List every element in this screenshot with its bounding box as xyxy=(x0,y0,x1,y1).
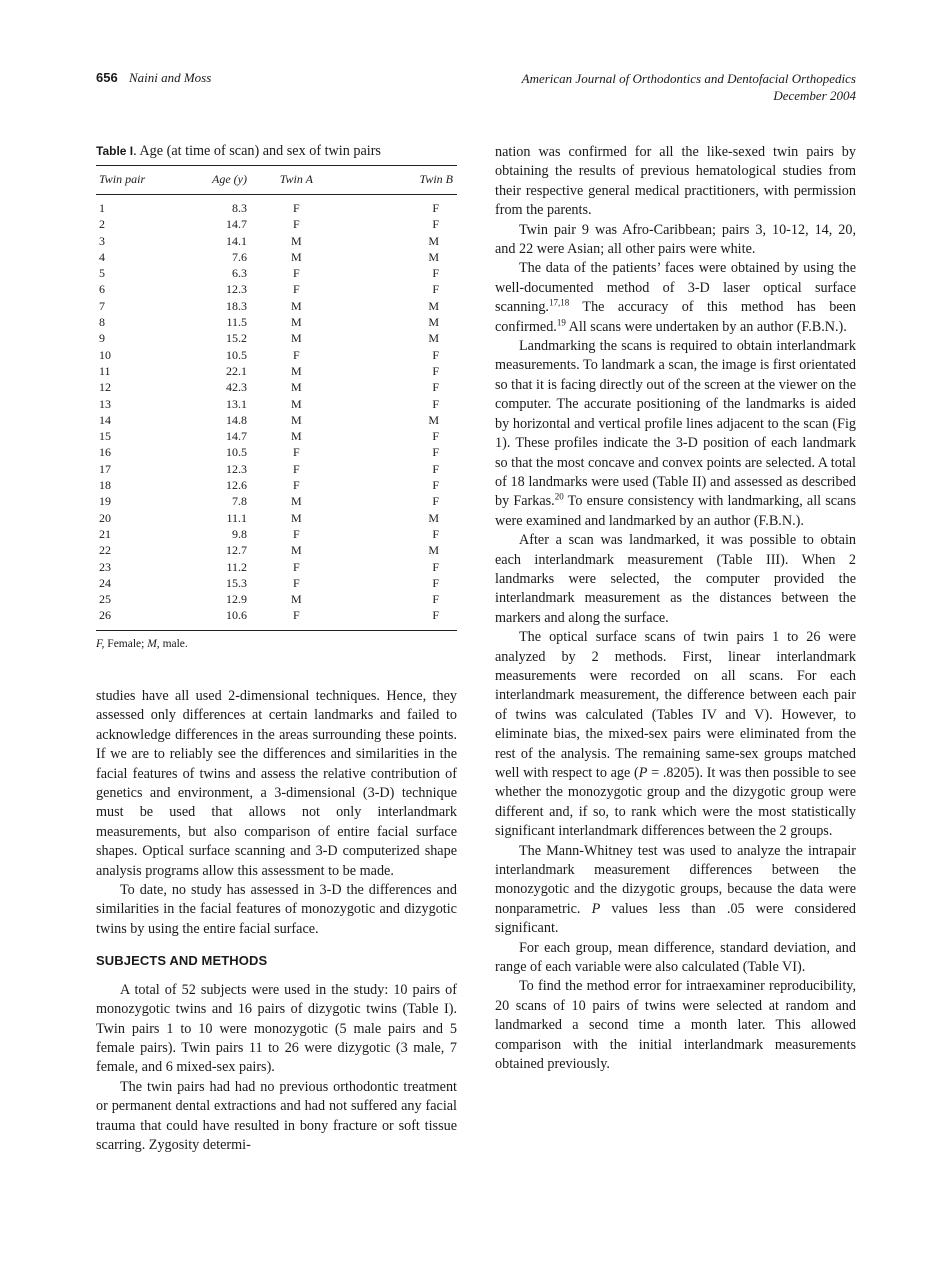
twin-a-sex-cell: M xyxy=(291,233,302,248)
table-row xyxy=(96,477,457,493)
twin-pair-cell: 5 xyxy=(99,266,105,281)
twin-pair-cell: 14 xyxy=(99,412,111,427)
left-paragraph-3: A total of 52 subjects were used in the study: 10 pairs of monozygotic twins and 16 pairs of dizygotic twins (Table I). Twin pairs 1 to 10 were monozygotic (5 male pairs and 5 female pairs). Twin pairs 11 to 26 were dizygotic (3 male, 7 female, and 6 mixed-sex pairs). xyxy=(96,981,457,1076)
table-row xyxy=(96,249,457,265)
table-row xyxy=(96,510,457,526)
age-cell: 22.1 xyxy=(226,363,247,378)
twin-b-sex-cell: M xyxy=(428,298,439,313)
citation-19: 19 xyxy=(556,316,566,327)
left-paragraph-2: To date, no study has assessed in 3-D the differences and similarities in the facial features of monozygotic and dizygotic twins by using the entire facial surface. xyxy=(96,882,457,937)
table-body xyxy=(96,195,457,624)
twin-a-sex-cell: F xyxy=(293,559,300,574)
right-paragraph-6 xyxy=(495,628,856,841)
twin-pair-cell: 17 xyxy=(99,461,111,476)
twin-b-sex-cell: F xyxy=(432,478,439,493)
table-row xyxy=(96,330,457,346)
twin-a-sex-cell: M xyxy=(291,331,302,346)
table-row xyxy=(96,298,457,314)
table-row xyxy=(96,575,457,591)
twin-pair-cell: 22 xyxy=(99,543,111,558)
twin-a-sex-cell: M xyxy=(291,363,302,378)
twin-b-sex-cell: F xyxy=(432,445,439,460)
twin-b-sex-cell: F xyxy=(432,266,439,281)
twin-b-sex-cell: M xyxy=(428,233,439,248)
right-paragraph-9: To find the method error for intraexaminer reproducibility, 20 scans of 10 pairs of twins were selected at random and landmarked a second time a month later. This allowed comparison with the initial interlandmark measurements obtained previously. xyxy=(495,978,856,1073)
table-footnote xyxy=(96,638,457,650)
twin-pair-cell: 12 xyxy=(99,380,111,395)
column-header-twin-pair: Twin pair xyxy=(99,172,146,186)
table-row xyxy=(96,265,457,281)
p-value-symbol: P xyxy=(591,900,601,917)
age-cell: 12.3 xyxy=(226,461,247,476)
twin-a-sex-cell: F xyxy=(293,478,300,493)
para7-text-b: values less than .05 were considered significant. xyxy=(495,900,856,937)
right-paragraph-7 xyxy=(495,842,856,939)
twin-b-sex-cell: F xyxy=(432,396,439,411)
age-cell: 15.2 xyxy=(226,331,247,346)
table-row xyxy=(96,526,457,542)
twin-a-sex-cell: F xyxy=(293,461,300,476)
para6-text-b: = .8205). It was then possible to see whether the monozygotic group and the dizygotic group were different and, if so, to rank which were the most statistically significant interlandmark differences between the 2 groups. xyxy=(495,765,856,840)
twin-pair-cell: 4 xyxy=(99,249,105,264)
table-row xyxy=(96,461,457,477)
header-authors: Naini and Moss xyxy=(128,70,212,85)
twin-a-sex-cell: M xyxy=(291,543,302,558)
left-paragraph-4: The twin pairs had had no previous orthodontic treatment or permanent dental extractions and had not suffered any facial trauma that could have resulted in bony fracture or soft tissue scarring. Zygosity determi- xyxy=(96,1078,457,1153)
table-row xyxy=(96,363,457,379)
twin-pair-cell: 15 xyxy=(99,429,111,444)
twin-b-sex-cell: M xyxy=(428,315,439,330)
right-paragraph-5: After a scan was landmarked, it was possible to obtain each interlandmark measurement (Table III). When 2 landmarks were selected, the computer provided the interlandmark measurement as the distances between the markers and along the surface. xyxy=(495,532,856,626)
table-row xyxy=(96,216,457,232)
right-paragraph-3 xyxy=(495,259,856,337)
age-cell: 10.5 xyxy=(226,347,247,362)
table-row xyxy=(96,396,457,412)
twin-a-sex-cell: M xyxy=(291,429,302,444)
twin-b-sex-cell: M xyxy=(428,249,439,264)
running-header xyxy=(96,70,856,110)
table-row xyxy=(96,607,457,623)
para3-text-c: All scans were undertaken by an author (F.B.N.). xyxy=(565,318,847,335)
age-cell: 11.2 xyxy=(226,559,247,574)
table-header-row xyxy=(96,166,457,194)
age-cell: 14.7 xyxy=(226,217,247,232)
table-row xyxy=(96,314,457,330)
age-cell: 10.6 xyxy=(226,608,247,623)
page-number: 656 xyxy=(96,70,118,85)
age-cell: 10.5 xyxy=(226,445,247,460)
age-cell: 14.1 xyxy=(226,233,247,248)
twin-pair-cell: 18 xyxy=(99,478,111,493)
table-row xyxy=(96,493,457,509)
column-header-twin-b: Twin B xyxy=(419,172,453,186)
twin-pair-cell: 24 xyxy=(99,575,111,590)
twin-pair-cell: 11 xyxy=(99,363,111,378)
para6-text-a: The optical surface scans of twin pairs 1 to 26 were analyzed by 2 methods. First, linear interlandmark measurements were recorded on all scans. For each interlandmark measurement, the difference between each pair of twins was calculated (Tables IV and V). However, to eliminate bias, the mixed-sex pairs were eliminated from the rest of the analysis. The remaining same-sex groups matched well with respect to age ( xyxy=(495,629,856,781)
twin-pair-cell: 8 xyxy=(99,315,105,330)
twin-b-sex-cell: F xyxy=(432,592,439,607)
right-paragraph-8: For each group, mean difference, standard deviation, and range of each variable were also calculated (Table VI). xyxy=(495,939,856,976)
twin-b-sex-cell: M xyxy=(428,510,439,525)
age-cell: 15.3 xyxy=(226,575,247,590)
citation-17-18: 17,18 xyxy=(548,297,570,308)
age-cell: 14.8 xyxy=(226,412,247,427)
twin-a-sex-cell: F xyxy=(293,575,300,590)
twin-b-sex-cell: M xyxy=(428,543,439,558)
twin-b-sex-cell: F xyxy=(432,608,439,623)
para7-text-a: The Mann-Whitney test was used to analyze the intrapair interlandmark measurement differences between the monozygotic and the dizygotic groups, because the data were nonparametric. xyxy=(495,842,856,917)
age-cell: 6.3 xyxy=(232,266,247,281)
age-cell: 13.1 xyxy=(226,396,247,411)
twin-a-sex-cell: M xyxy=(291,494,302,509)
age-cell: 7.8 xyxy=(232,494,247,509)
twin-b-sex-cell: F xyxy=(432,363,439,378)
header-right xyxy=(522,70,856,104)
para3-text-a: The data of the patients’ faces were obtained by using the well-documented method of 3-D laser optical surface scanning. xyxy=(495,260,856,316)
footnote-f-abbr: F, xyxy=(96,637,105,650)
age-cell: 7.6 xyxy=(232,249,247,264)
twin-a-sex-cell: F xyxy=(293,526,300,541)
twin-b-sex-cell: M xyxy=(428,412,439,427)
right-column xyxy=(495,143,856,1075)
right-paragraph-1: nation was confirmed for all the like-sexed twin pairs by obtaining the results of previous hematological studies from their respective general medical practitioners, with permission from the parents. xyxy=(495,144,856,219)
twin-a-sex-cell: F xyxy=(293,445,300,460)
twin-a-sex-cell: F xyxy=(293,608,300,623)
footnote-f-text: Female; xyxy=(104,637,148,650)
twin-pair-cell: 26 xyxy=(99,608,111,623)
table-row xyxy=(96,195,457,216)
table-label: Table I xyxy=(96,144,134,158)
twin-b-sex-cell: F xyxy=(432,217,439,232)
para4-text-a: Landmarking the scans is required to obtain interlandmark measurements. To landmark a scan, the image is first orientated so that it is facing directly out of the screen at the viewer on the computer. The accurate positioning of the landmarks is aided by horizontal and vertical profile lines adjacent to the scan (Fig 1). These profiles indicate the 3-D position of each landmark so that the most concave and convex points are selected. A total of 18 landmarks were used (Table II) and assessed as described by Farkas. xyxy=(495,338,856,510)
twin-b-sex-cell: F xyxy=(432,380,439,395)
para4-text-b: To ensure consistency with landmarking, all scans were examined and landmarked by an author (F.B.N.). xyxy=(495,493,857,529)
twin-b-sex-cell: F xyxy=(432,559,439,574)
age-cell: 11.5 xyxy=(226,315,247,330)
twin-a-sex-cell: F xyxy=(293,282,300,297)
left-paragraph-continued: studies have all used 2-dimensional techniques. Hence, they assessed only differences at certain landmarks and failed to acknowledge differences in the areas surrounding these points. If we are to reliably see the differences and similarities in the facial features of twins and assess the relative contribution of genetics and environment, a 3-dimensional (3-D) technique must be used that allows not only interlandmark measurements, but also comparison of entire facial surface shapes. Optical surface scanning and 3-D computerized shape analysis programs allow this assessment to be made. xyxy=(96,688,457,879)
twin-pair-cell: 7 xyxy=(99,298,105,313)
footnote-m-abbr: M, xyxy=(147,637,160,650)
p-value-symbol: P xyxy=(638,765,648,781)
twin-pair-cell: 19 xyxy=(99,494,111,509)
age-cell: 12.3 xyxy=(226,282,247,297)
table-row xyxy=(96,281,457,297)
twin-pair-cell: 10 xyxy=(99,347,111,362)
twin-pair-cell: 6 xyxy=(99,282,105,297)
right-paragraph-2: Twin pair 9 was Afro-Caribbean; pairs 3, 10-12, 14, 20, and 22 were Asian; all other pairs were white. xyxy=(495,221,856,258)
column-header-age: Age (y) xyxy=(212,172,247,186)
twin-b-sex-cell: F xyxy=(432,461,439,476)
twin-a-sex-cell: M xyxy=(291,592,302,607)
table-caption-text: . Age (at time of scan) and sex of twin pairs xyxy=(133,143,381,159)
twin-pair-cell: 23 xyxy=(99,559,111,574)
twin-pair-cell: 16 xyxy=(99,445,111,460)
twin-b-sex-cell: F xyxy=(432,201,439,215)
twin-table-block xyxy=(96,143,457,650)
twin-pair-cell: 9 xyxy=(99,331,105,346)
table-row xyxy=(96,559,457,575)
left-column xyxy=(96,687,457,1155)
twin-b-sex-cell: F xyxy=(432,526,439,541)
twin-pair-cell: 25 xyxy=(99,592,111,607)
age-cell: 12.7 xyxy=(226,543,247,558)
twin-a-sex-cell: M xyxy=(291,298,302,313)
twin-b-sex-cell: F xyxy=(432,429,439,444)
citation-20: 20 xyxy=(554,491,564,502)
footnote-m-text: male. xyxy=(159,637,188,650)
table-row xyxy=(96,444,457,460)
twin-a-sex-cell: M xyxy=(291,510,302,525)
twin-pair-cell: 2 xyxy=(99,217,105,232)
twin-b-sex-cell: F xyxy=(432,347,439,362)
age-cell: 18.3 xyxy=(226,298,247,313)
issue-date: December 2004 xyxy=(773,88,856,103)
twin-pair-cell: 13 xyxy=(99,396,111,411)
table-row xyxy=(96,379,457,395)
table-row xyxy=(96,347,457,363)
twin-a-sex-cell: F xyxy=(293,347,300,362)
twin-pair-cell: 21 xyxy=(99,526,111,541)
twin-b-sex-cell: M xyxy=(428,331,439,346)
age-cell: 12.6 xyxy=(226,478,247,493)
age-cell: 42.3 xyxy=(226,380,247,395)
table-row xyxy=(96,412,457,428)
header-left xyxy=(96,70,211,86)
twin-a-sex-cell: F xyxy=(293,217,300,232)
para3-text-b: The accuracy of this method has been confirmed. xyxy=(495,299,856,335)
twin-a-sex-cell: M xyxy=(291,412,302,427)
twin-a-sex-cell: M xyxy=(291,396,302,411)
right-paragraph-4 xyxy=(495,337,856,531)
age-cell: 11.1 xyxy=(226,510,247,525)
twin-a-sex-cell: M xyxy=(291,380,302,395)
table-bottom-rule xyxy=(96,630,457,631)
twin-b-sex-cell: F xyxy=(432,494,439,509)
table-row xyxy=(96,591,457,607)
twin-a-sex-cell: F xyxy=(293,266,300,281)
age-cell: 12.9 xyxy=(226,592,247,607)
twin-pair-cell: 20 xyxy=(99,510,111,525)
journal-title: American Journal of Orthodontics and Dentofacial Orthopedics xyxy=(521,71,856,86)
twin-pair-cell: 1 xyxy=(99,201,105,215)
twin-pair-cell: 3 xyxy=(99,233,105,248)
section-heading: SUBJECTS AND METHODS xyxy=(96,953,268,969)
column-header-twin-a: Twin A xyxy=(279,172,313,186)
age-cell: 8.3 xyxy=(232,201,247,215)
table-row xyxy=(96,233,457,249)
age-cell: 14.7 xyxy=(226,429,247,444)
twin-a-sex-cell: M xyxy=(291,315,302,330)
twin-b-sex-cell: F xyxy=(432,575,439,590)
age-cell: 9.8 xyxy=(232,526,247,541)
table-caption xyxy=(96,143,457,160)
table-row xyxy=(96,428,457,444)
twin-b-sex-cell: F xyxy=(432,282,439,297)
twin-a-sex-cell: F xyxy=(293,201,300,215)
table-row xyxy=(96,542,457,558)
twin-table xyxy=(96,166,457,624)
twin-a-sex-cell: M xyxy=(291,249,302,264)
